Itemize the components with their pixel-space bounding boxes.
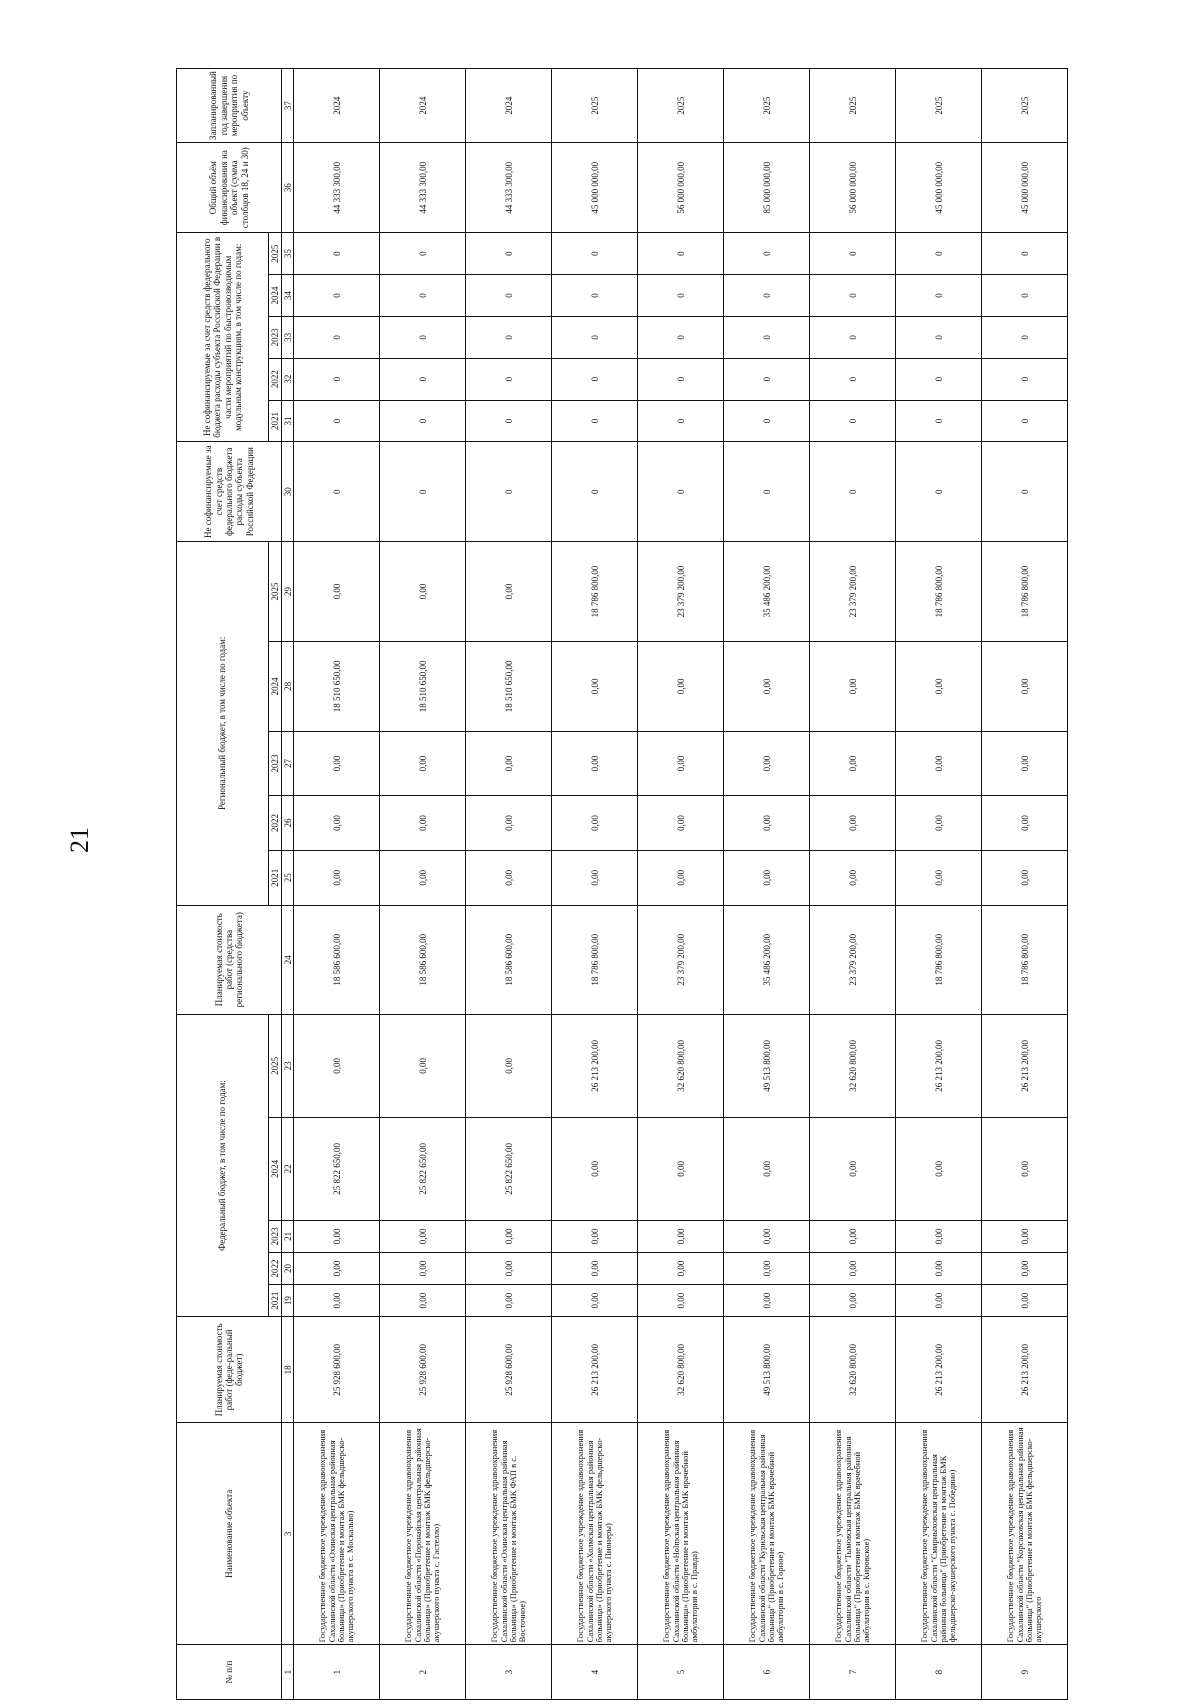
regional-year-value: 0,00 [552,850,638,905]
non-cofinanced-year-value: 0 [810,275,896,317]
regional-year-value: 0,00 [466,542,552,642]
header-fed-year: 2025 [269,1014,282,1117]
federal-year-value: 0,00 [294,1220,380,1252]
completion-year: 2025 [982,69,1068,143]
regional-year-value: 0,00 [638,796,724,851]
non-cofinanced-year-value: 0 [466,275,552,317]
header-fed-year: 2023 [269,1220,282,1252]
federal-year-value: 0,00 [466,1285,552,1317]
total-financing: 56 000 000,00 [810,143,896,233]
federal-year-value: 0,00 [552,1252,638,1284]
federal-year-value: 0,00 [982,1252,1068,1284]
federal-year-value: 0,00 [466,1252,552,1284]
non-cofinanced-year-value: 0 [638,275,724,317]
federal-year-value: 0,00 [552,1220,638,1252]
regional-year-value: 0,00 [724,641,810,731]
total-financing: 44 333 300,00 [294,143,380,233]
federal-year-value: 32 620 800,00 [810,1014,896,1117]
regional-year-value: 0,00 [466,850,552,905]
row-number: 9 [982,1645,1068,1700]
federal-year-value: 25 822 650,00 [380,1117,466,1220]
header-planned-regional: Планируемая стоимость работ (средства регионального бюджета) [177,905,282,1014]
regional-year-value: 0,00 [724,731,810,795]
header-nc-year: 2023 [269,316,282,358]
regional-year-value: 0,00 [810,796,896,851]
completion-year: 2025 [552,69,638,143]
non-cofinanced-year-value: 0 [982,316,1068,358]
header-nc-year: 2021 [269,400,282,442]
regional-year-value: 23 379 200,00 [638,542,724,642]
regional-year-value: 18 510 650,00 [466,641,552,731]
regional-year-value: 0,00 [466,731,552,795]
non-cofinanced-year-value: 0 [896,400,982,442]
regional-year-value: 18 510 650,00 [294,641,380,731]
federal-year-value: 0,00 [294,1285,380,1317]
non-cofinanced-year-value: 0 [380,358,466,400]
column-number: 32 [282,358,294,400]
row-number: 8 [896,1645,982,1700]
non-cofinanced-year-value: 0 [294,233,380,275]
header-non-cofinanced: Не софинансируемые за счет средств федерального бюджета расходы субъекта Российской Федерации [177,442,282,542]
non-cofinanced-value: 0 [380,442,466,542]
federal-year-value: 0,00 [380,1252,466,1284]
completion-year: 2024 [466,69,552,143]
column-number: 33 [282,316,294,358]
planned-regional-cost: 18 586 600,00 [294,905,380,1014]
regional-year-value: 0,00 [380,850,466,905]
federal-year-value: 0,00 [724,1117,810,1220]
regional-year-value: 0,00 [810,731,896,795]
federal-year-value: 0,00 [810,1220,896,1252]
completion-year: 2025 [810,69,896,143]
non-cofinanced-year-value: 0 [638,316,724,358]
planned-regional-cost: 18 786 800,00 [552,905,638,1014]
header-fed-year: 2022 [269,1252,282,1284]
planned-federal-cost: 26 213 200,00 [982,1317,1068,1423]
regional-year-value: 0,00 [294,731,380,795]
planned-federal-cost: 32 620 800,00 [638,1317,724,1423]
row-number: 2 [380,1645,466,1700]
planned-regional-cost: 18 786 800,00 [982,905,1068,1014]
federal-year-value: 25 822 650,00 [294,1117,380,1220]
non-cofinanced-value: 0 [466,442,552,542]
non-cofinanced-year-value: 0 [638,233,724,275]
header-reg-year: 2025 [269,542,282,642]
non-cofinanced-year-value: 0 [896,316,982,358]
column-number: 34 [282,275,294,317]
non-cofinanced-year-value: 0 [638,400,724,442]
header-planned-federal: Планируемая стоимость работ (феде-ральный бюджет) [177,1317,282,1423]
regional-year-value: 0,00 [466,796,552,851]
regional-year-value: 23 379 200,00 [810,542,896,642]
non-cofinanced-year-value: 0 [380,400,466,442]
object-name: Государственное бюджетное учреждение здравоохранения Сахалинской области "Тымовская центральная районная больница" (Приобретение и монтаж БМК врачебной амбулатории в с. Кировское) [810,1423,896,1645]
regional-year-value: 0,00 [552,796,638,851]
non-cofinanced-year-value: 0 [724,316,810,358]
non-cofinanced-year-value: 0 [294,358,380,400]
planned-federal-cost: 49 513 800,00 [724,1317,810,1423]
planned-regional-cost: 18 786 800,00 [896,905,982,1014]
planned-regional-cost: 35 486 200,00 [724,905,810,1014]
total-financing: 44 333 300,00 [380,143,466,233]
federal-year-value: 0,00 [896,1252,982,1284]
header-non-cofinanced-by-year: Не софинансируемые за счет средств федерального бюджета расходы субъекта Российской Федерации в части мероприятий по быстровозводимым модульным конструкциям, в том числе по годам: [177,233,269,442]
header-reg-year: 2024 [269,641,282,731]
header-nc-year: 2022 [269,358,282,400]
non-cofinanced-value: 0 [896,442,982,542]
federal-year-value: 0,00 [724,1285,810,1317]
row-number: 7 [810,1645,896,1700]
total-financing: 56 000 000,00 [638,143,724,233]
non-cofinanced-year-value: 0 [982,275,1068,317]
non-cofinanced-year-value: 0 [552,358,638,400]
column-number: 18 [282,1317,294,1423]
column-number: 20 [282,1252,294,1284]
total-financing: 44 333 300,00 [466,143,552,233]
federal-year-value: 0,00 [294,1252,380,1284]
column-number: 26 [282,796,294,851]
non-cofinanced-year-value: 0 [896,358,982,400]
total-financing: 85 000 000,00 [724,143,810,233]
federal-year-value: 0,00 [294,1014,380,1117]
regional-year-value: 0,00 [810,850,896,905]
column-number: 37 [282,69,294,143]
object-name: Государственное бюджетное учреждение здравоохранения Сахалинской области «Холмская центральная районная больница» (Приобретение и монтаж БМК фельдшерско-акушерского пункта с. Пионеры) [552,1423,638,1645]
column-number: 3 [282,1423,294,1645]
non-cofinanced-year-value: 0 [466,400,552,442]
federal-year-value: 26 213 200,00 [982,1014,1068,1117]
table-row [982,69,1068,1700]
header-total: Общий объём финансирования на объект (сумма столбцов 18, 24 и 30) [177,143,282,233]
header-name: Наименование объекта [177,1423,282,1645]
column-number: 1 [282,1645,294,1700]
non-cofinanced-year-value: 0 [896,233,982,275]
non-cofinanced-year-value: 0 [294,400,380,442]
federal-year-value: 0,00 [810,1252,896,1284]
completion-year: 2025 [896,69,982,143]
regional-year-value: 0,00 [638,850,724,905]
non-cofinanced-year-value: 0 [982,358,1068,400]
regional-year-value: 18 510 650,00 [380,641,466,731]
non-cofinanced-year-value: 0 [466,233,552,275]
non-cofinanced-year-value: 0 [638,358,724,400]
regional-year-value: 0,00 [638,641,724,731]
table-row [552,69,638,1700]
object-name: Государственное бюджетное учреждение здравоохранения Сахалинской области «Охинская центральная районная больница» (Приобретение и монтаж БМК ФАП в с. Восточное) [466,1423,552,1645]
planned-regional-cost: 23 379 200,00 [810,905,896,1014]
non-cofinanced-year-value: 0 [380,316,466,358]
table-row [638,69,724,1700]
row-number: 1 [294,1645,380,1700]
total-financing: 45 000 000,00 [896,143,982,233]
planned-federal-cost: 25 928 600,00 [380,1317,466,1423]
non-cofinanced-year-value: 0 [810,358,896,400]
non-cofinanced-year-value: 0 [466,358,552,400]
regional-year-value: 18 786 800,00 [896,542,982,642]
column-number: 19 [282,1285,294,1317]
non-cofinanced-year-value: 0 [810,400,896,442]
non-cofinanced-year-value: 0 [552,233,638,275]
column-number: 36 [282,143,294,233]
non-cofinanced-value: 0 [982,442,1068,542]
column-number: 35 [282,233,294,275]
federal-year-value: 0,00 [466,1220,552,1252]
non-cofinanced-year-value: 0 [724,275,810,317]
table-row [810,69,896,1700]
header-fed-year: 2024 [269,1117,282,1220]
rotated-table-wrapper [176,68,1054,1700]
regional-year-value: 0,00 [380,731,466,795]
non-cofinanced-year-value: 0 [810,233,896,275]
regional-year-value: 0,00 [638,731,724,795]
federal-year-value: 0,00 [982,1117,1068,1220]
non-cofinanced-value: 0 [810,442,896,542]
column-number: 25 [282,850,294,905]
planned-regional-cost: 18 586 600,00 [380,905,466,1014]
regional-year-value: 0,00 [982,796,1068,851]
regional-year-value: 0,00 [724,796,810,851]
federal-year-value: 26 213 200,00 [552,1014,638,1117]
regional-year-value: 0,00 [380,796,466,851]
federal-year-value: 0,00 [638,1285,724,1317]
regional-year-value: 0,00 [982,641,1068,731]
regional-year-value: 0,00 [896,850,982,905]
regional-year-value: 0,00 [982,731,1068,795]
federal-year-value: 26 213 200,00 [896,1014,982,1117]
planned-federal-cost: 26 213 200,00 [552,1317,638,1423]
header-federal-by-year: Федеральный бюджет, в том числе по годам: [177,1014,269,1316]
planned-regional-cost: 18 586 600,00 [466,905,552,1014]
federal-year-value: 0,00 [724,1252,810,1284]
non-cofinanced-year-value: 0 [724,400,810,442]
table-row [724,69,810,1700]
non-cofinanced-year-value: 0 [552,400,638,442]
federal-year-value: 0,00 [724,1220,810,1252]
regional-year-value: 18 786 800,00 [982,542,1068,642]
object-name: Государственное бюджетное учреждение здравоохранения Сахалинской области «Охинская центральная районная больница» (Приобретение и монтаж БМК фельдшерско-акушерского пункта в с. Москальво) [294,1423,380,1645]
column-number: 31 [282,400,294,442]
non-cofinanced-value: 0 [294,442,380,542]
federal-year-value: 0,00 [638,1220,724,1252]
header-reg-year: 2022 [269,796,282,851]
planned-federal-cost: 25 928 600,00 [294,1317,380,1423]
row-number: 6 [724,1645,810,1700]
federal-year-value: 25 822 650,00 [466,1117,552,1220]
header-completion-year: Запланированный год завершения мероприятия по объекту [177,69,282,143]
federal-year-value: 0,00 [810,1117,896,1220]
object-name: Государственное бюджетное учреждение здравоохранения Сахалинской области "Курильская центральная районная больница" (Приобретение и монтаж БМК врачебной амбулатории в с. Горное) [724,1423,810,1645]
federal-year-value: 0,00 [466,1014,552,1117]
total-financing: 45 000 000,00 [982,143,1068,233]
regional-year-value: 0,00 [896,796,982,851]
completion-year: 2025 [638,69,724,143]
regional-year-value: 0,00 [896,731,982,795]
row-number: 5 [638,1645,724,1700]
header-fed-year: 2021 [269,1285,282,1317]
federal-year-value: 0,00 [638,1252,724,1284]
federal-year-value: 0,00 [380,1014,466,1117]
federal-year-value: 0,00 [552,1285,638,1317]
column-number: 28 [282,641,294,731]
page-number: 21 [65,827,94,853]
financing-table [176,68,1068,1700]
total-financing: 45 000 000,00 [552,143,638,233]
column-number: 23 [282,1014,294,1117]
non-cofinanced-year-value: 0 [466,316,552,358]
regional-year-value: 0,00 [552,641,638,731]
non-cofinanced-year-value: 0 [724,233,810,275]
column-number: 24 [282,905,294,1014]
federal-year-value: 0,00 [552,1117,638,1220]
regional-year-value: 0,00 [294,542,380,642]
column-number-row [282,69,294,1700]
regional-year-value: 35 486 200,00 [724,542,810,642]
row-number: 3 [466,1645,552,1700]
table-row [380,69,466,1700]
non-cofinanced-year-value: 0 [294,316,380,358]
non-cofinanced-year-value: 0 [552,275,638,317]
non-cofinanced-year-value: 0 [982,400,1068,442]
federal-year-value: 0,00 [638,1117,724,1220]
regional-year-value: 0,00 [380,542,466,642]
non-cofinanced-value: 0 [638,442,724,542]
federal-year-value: 32 620 800,00 [638,1014,724,1117]
regional-year-value: 0,00 [896,641,982,731]
column-number: 27 [282,731,294,795]
completion-year: 2025 [724,69,810,143]
header-nc-year: 2025 [269,233,282,275]
regional-year-value: 0,00 [810,641,896,731]
column-number: 29 [282,542,294,642]
regional-year-value: 0,00 [552,731,638,795]
header-regional-by-year: Региональный бюджет, в том числе по годам: [177,542,269,905]
column-number: 22 [282,1117,294,1220]
non-cofinanced-year-value: 0 [380,275,466,317]
non-cofinanced-year-value: 0 [294,275,380,317]
regional-year-value: 0,00 [982,850,1068,905]
object-name: Государственное бюджетное учреждение здравоохранения Сахалинской области "Корсаковская центральная районная больница" (Приобретение и монтаж БМК фельдшерско-акушерского [982,1423,1068,1645]
planned-regional-cost: 23 379 200,00 [638,905,724,1014]
federal-year-value: 0,00 [896,1285,982,1317]
non-cofinanced-year-value: 0 [552,316,638,358]
completion-year: 2024 [294,69,380,143]
column-number: 21 [282,1220,294,1252]
planned-federal-cost: 26 213 200,00 [896,1317,982,1423]
federal-year-value: 0,00 [896,1220,982,1252]
planned-federal-cost: 32 620 800,00 [810,1317,896,1423]
object-name: Государственное бюджетное учреждение здравоохранения Сахалинской области «Поронайская центральная районная больница» (Приобретение и монтаж БМК фельдшерско-акушерского пункта с. Гастелло) [380,1423,466,1645]
non-cofinanced-year-value: 0 [724,358,810,400]
federal-year-value: 0,00 [982,1220,1068,1252]
regional-year-value: 0,00 [294,850,380,905]
regional-year-value: 18 786 800,00 [552,542,638,642]
row-number: 4 [552,1645,638,1700]
federal-year-value: 0,00 [982,1285,1068,1317]
federal-year-value: 49 513 800,00 [724,1014,810,1117]
table-row [466,69,552,1700]
non-cofinanced-year-value: 0 [896,275,982,317]
table-row [896,69,982,1700]
table-row [294,69,380,1700]
non-cofinanced-value: 0 [552,442,638,542]
federal-year-value: 0,00 [810,1285,896,1317]
column-number: 30 [282,442,294,542]
non-cofinanced-year-value: 0 [810,316,896,358]
non-cofinanced-year-value: 0 [380,233,466,275]
non-cofinanced-value: 0 [724,442,810,542]
completion-year: 2024 [380,69,466,143]
object-name: Государственное бюджетное учреждение здравоохранения Сахалинской области "Смирныховская центральная районная больница" (Приобретение и монтаж БМК фельдшерско-акушерского пункта с. Победино) [896,1423,982,1645]
non-cofinanced-year-value: 0 [982,233,1068,275]
header-reg-year: 2021 [269,850,282,905]
federal-year-value: 0,00 [380,1220,466,1252]
table-body [294,69,1068,1700]
header-reg-year: 2023 [269,731,282,795]
federal-year-value: 0,00 [380,1285,466,1317]
regional-year-value: 0,00 [724,850,810,905]
object-name: Государственное бюджетное учреждение здравоохранения Сахалинской области «Holmская центральная районная больница» (Приобретение и монтаж БМК врачебной амбулатории в с. Правда) [638,1423,724,1645]
header-num: № п/п [177,1645,282,1700]
federal-year-value: 0,00 [896,1117,982,1220]
planned-federal-cost: 25 928 600,00 [466,1317,552,1423]
regional-year-value: 0,00 [294,796,380,851]
header-nc-year: 2024 [269,275,282,317]
